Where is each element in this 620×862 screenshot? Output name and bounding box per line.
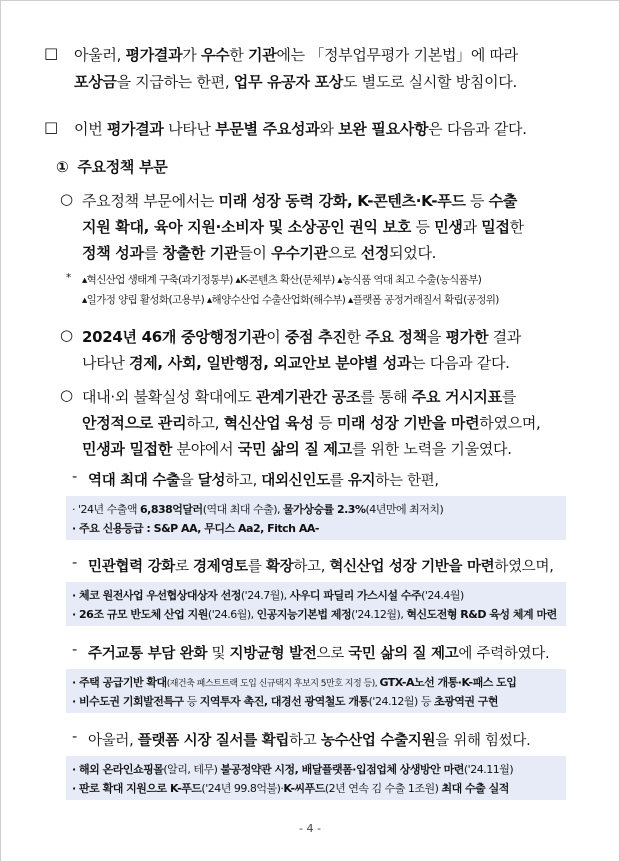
para1-line1: 아울러, 평가결과가 우수한 기관에는 「정부업무평가 기본법」에 따라: [74, 46, 518, 64]
dash4-marker: -: [72, 729, 77, 745]
dash4-box-line1: · 해외 온라인쇼핑몰(알리, 테무) 불공정약관 시정, 배달플랫폼·입점업체 상생방안 마련('24.11월): [72, 763, 514, 776]
bullet2-marker: ○: [60, 326, 73, 344]
bullet2-line1: 2024년 46개 중앙행정기관이 중점 추진한 주요 정책을 평가한 결과: [82, 328, 522, 346]
bullet1-line2: 지원 확대, 육아 지원·소비자 및 소상공인 권익 보호 등 민생과 밀접한: [82, 218, 524, 236]
dash2-text: 민관협력 강화로 경제영토를 확장하고, 혁신산업 성장 기반을 마련하였으며,: [88, 559, 554, 575]
note-line2: ▴일가정 양립 활성화(고용부) ▴해양수산업 수출산업화(해수부) ▴플랫폼 공정거래질서 확립(공정위): [82, 294, 499, 306]
dash1-marker: -: [72, 469, 77, 485]
dash3-box-line2: · 비수도권 기회발전특구 등 지역투자 촉진, 대경선 광역철도 개통('24.12월) 등 초광역권 구현: [72, 695, 499, 708]
bullet3-line1: 대내·외 불확실성 확대에도 관계기관간 공조를 통해 주요 거시지표를: [82, 388, 517, 406]
para1-marker: □: [44, 44, 58, 62]
para2-marker: □: [44, 118, 58, 136]
dash2-box-line1: · 체코 원전사업 우선협상대상자 선정('24.7월), 사우디 파딜리 가스시설 수주('24.4월): [72, 589, 464, 602]
dash1-box-line1: · '24년 수출액 6,838억달러(역대 최대 수출), 물가상승률 2.3%(4년만에 최저치): [72, 503, 444, 516]
bullet1-line3: 정책 성과를 창출한 기관들이 우수기관으로 선정되었다.: [82, 244, 437, 262]
dash3-text: 주거교통 부담 완화 및 지방균형 발전으로 국민 삶의 질 제고에 주력하였다.: [88, 646, 550, 662]
para1-line2: 포상금을 지급하는 한편, 업무 유공자 포상도 별도로 실시할 방침이다.: [74, 73, 517, 91]
note-line1: ▴혁신산업 생태계 구축(과기정통부) ▴K-콘텐츠 확산(문체부) ▴농식품 역대 최고 수출(농식품부): [82, 274, 482, 286]
bullet2-line2: 나타난 경제, 사회, 일반행정, 외교안보 분야별 성과는 다음과 같다.: [82, 354, 510, 372]
bullet3-line3: 민생과 밀접한 분야에서 국민 삶의 질 제고를 위한 노력을 기울였다.: [82, 440, 512, 458]
section-title: 주요정책 부문: [77, 158, 168, 176]
dash4-box-line2: · 판로 확대 지원으로 K-푸드('24년 99.8억불)·K-씨푸드(2년 연속 김 수출 1조원) 최대 수출 실적: [72, 782, 509, 795]
bullet3-line2: 안정적으로 관리하고, 혁신산업 육성 등 미래 성장 기반을 마련하였으며,: [82, 414, 541, 432]
note-asterisk: *: [66, 272, 71, 284]
dash3-marker: -: [72, 642, 77, 658]
bullet1-marker: ○: [60, 190, 73, 208]
bullet3-marker: ○: [60, 386, 73, 404]
dash1-box-line2: · 주요 신용등급 : S&P AA, 무디스 Aa2, Fitch AA-: [72, 522, 319, 535]
dash1-text: 역대 최대 수출을 달성하고, 대외신인도를 유지하는 한편,: [88, 473, 439, 489]
page-number: - 4 -: [299, 822, 321, 835]
dash2-box-line2: · 26조 규모 반도체 산업 지원('24.6월), 인공지능기본법 제정('24.12월), 혁신도전형 R&D 육성 체계 마련: [72, 608, 557, 621]
bullet1-line1: 주요정책 부문에서는 미래 성장 동력 강화, K-콘텐츠·K-푸드 등 수출: [82, 192, 518, 210]
dash3-box-line1: · 주택 공급기반 확대(재건축 패스트트랙 도입 신규택지 후보지 5만호 지정 등), GTX-A노선 개통·K-패스 도입: [72, 676, 517, 689]
dash2-marker: -: [72, 555, 77, 571]
section-number: ①: [56, 158, 69, 176]
para2-line1: 이번 평가결과 나타난 부문별 주요성과와 보완 필요사항은 다음과 같다.: [74, 120, 527, 138]
dash4-text: 아울러, 플랫폼 시장 질서를 확립하고 농수산업 수출지원을 위해 힘썼다.: [88, 733, 531, 749]
section-heading: [56, 156, 167, 177]
